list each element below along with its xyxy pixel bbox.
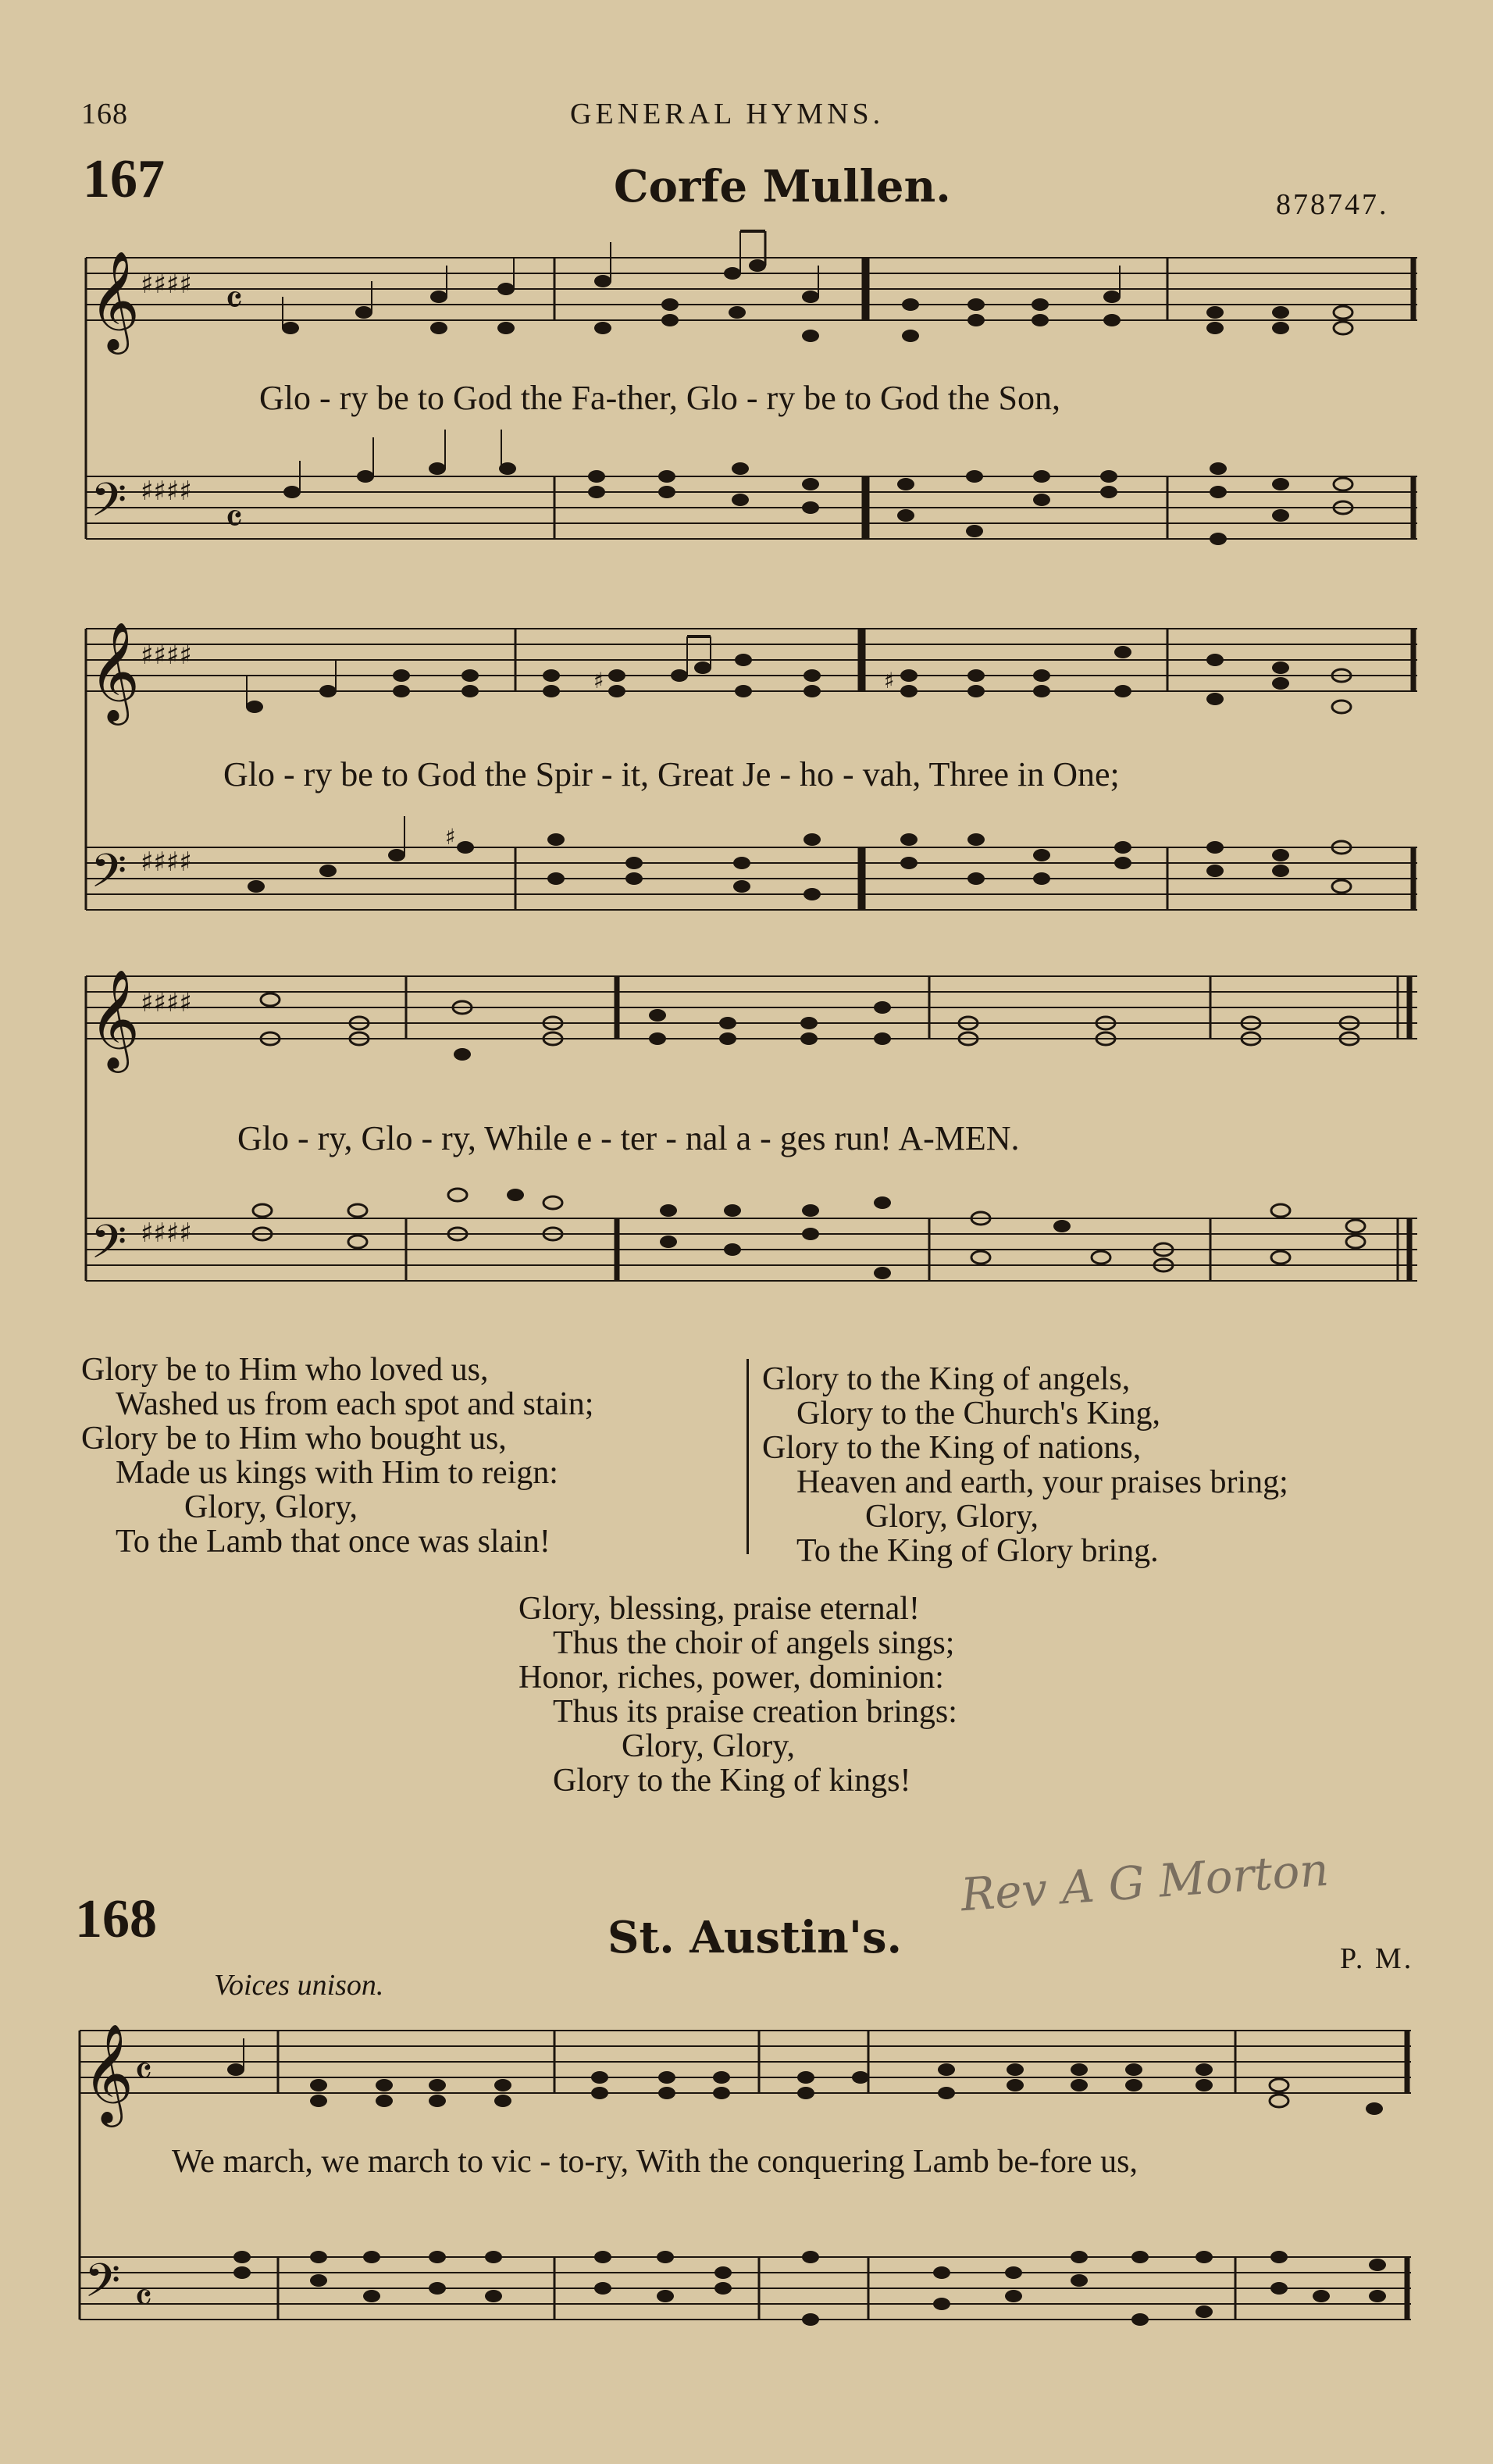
svg-text:𝄴: 𝄴	[134, 2049, 153, 2095]
svg-text:♯: ♯	[445, 824, 456, 850]
column-divider	[746, 1359, 749, 1554]
bass-notes	[283, 430, 1352, 545]
performance-direction: Voices unison.	[214, 1969, 384, 2002]
verse-line: Thus the choir of angels sings;	[553, 1625, 955, 1661]
verse-line: Glory to the King of nations,	[762, 1430, 1142, 1466]
svg-text:𝄞: 𝄞	[83, 2023, 134, 2123]
lyric-line-4: We march, we march to vic - to-ry, With the conquering Lamb be-fore us,	[172, 2144, 1138, 2180]
verse-line: Heaven and earth, your praises bring;	[796, 1464, 1288, 1500]
meter: 878747.	[1276, 188, 1389, 221]
lyric-line-1: Glo - ry be to God the Fa-ther, Glo - ry be to God the Son,	[259, 379, 1060, 417]
svg-text:𝄢: 𝄢	[91, 1214, 127, 1280]
hymn-number: 168	[75, 1889, 157, 1949]
svg-text:𝄞: 𝄞	[89, 968, 141, 1068]
verse-line: Glory to the King of kings!	[553, 1763, 911, 1799]
verse-2	[81, 1353, 593, 1559]
svg-text:𝄢: 𝄢	[91, 843, 127, 909]
verse-line: Glory, Glory,	[184, 1489, 358, 1525]
svg-text:♯♯♯♯: ♯♯♯♯	[141, 269, 192, 300]
hymn-number: 167	[83, 149, 165, 209]
handwritten-annotation: Rev A G Morton	[959, 1842, 1331, 1922]
tune-name: Corfe Mullen.	[614, 161, 951, 212]
verse-4	[518, 1592, 957, 1798]
verse-line: To the Lamb that once was slain!	[116, 1524, 551, 1560]
tune-name: St. Austin's.	[608, 1912, 903, 1963]
verse-line: Glory, Glory,	[865, 1499, 1039, 1535]
lyric-line-3: Glo - ry, Glo - ry, While e - ter - nal a - ges run! A-MEN.	[237, 1119, 1020, 1157]
verse-line: Honor, riches, power, dominion:	[518, 1660, 944, 1696]
running-title: GENERAL HYMNS.	[570, 98, 885, 130]
page-number: 168	[81, 98, 128, 130]
treble-notes	[282, 231, 1352, 342]
svg-text:𝄴: 𝄴	[225, 277, 244, 324]
verse-line: Glory, blessing, praise eternal!	[518, 1591, 920, 1627]
svg-text:𝄴: 𝄴	[134, 2275, 153, 2322]
verse-line: Glory to the Church's King,	[796, 1396, 1161, 1432]
verse-line: Washed us from each spot and stain;	[116, 1386, 594, 1422]
svg-text:♯: ♯	[593, 668, 604, 694]
svg-text:♯♯♯♯: ♯♯♯♯	[141, 476, 192, 507]
bass-clef-icon: 𝄢	[91, 472, 127, 538]
verse-line: To the King of Glory bring.	[796, 1533, 1159, 1569]
verse-line: Thus its praise creation brings:	[553, 1694, 957, 1730]
svg-text:♯♯♯♯: ♯♯♯♯	[141, 640, 192, 671]
svg-text:♯♯♯♯: ♯♯♯♯	[141, 847, 192, 878]
svg-text:♯: ♯	[884, 668, 895, 694]
svg-text:♯♯♯♯: ♯♯♯♯	[141, 987, 192, 1018]
verse-3	[762, 1362, 1288, 1568]
bass-staff	[86, 476, 1417, 539]
verse-line: Glory, Glory,	[622, 1728, 796, 1764]
verse-line: Glory to the King of angels,	[762, 1361, 1131, 1397]
treble-clef-icon: 𝄞	[89, 250, 141, 350]
verse-line: Made us kings with Him to reign:	[116, 1455, 558, 1491]
meter: P. M.	[1340, 1942, 1414, 1975]
svg-text:𝄴: 𝄴	[225, 496, 244, 543]
svg-text:♯♯♯♯: ♯♯♯♯	[141, 1218, 192, 1249]
verse-line: Glory be to Him who bought us,	[81, 1421, 507, 1457]
svg-text:𝄞: 𝄞	[89, 621, 141, 721]
verse-line: Glory be to Him who loved us,	[81, 1352, 489, 1388]
svg-text:𝄢: 𝄢	[84, 2253, 121, 2319]
lyric-line-2: Glo - ry be to God the Spir - it, Great Je - ho - vah, Three in One;	[223, 755, 1120, 793]
